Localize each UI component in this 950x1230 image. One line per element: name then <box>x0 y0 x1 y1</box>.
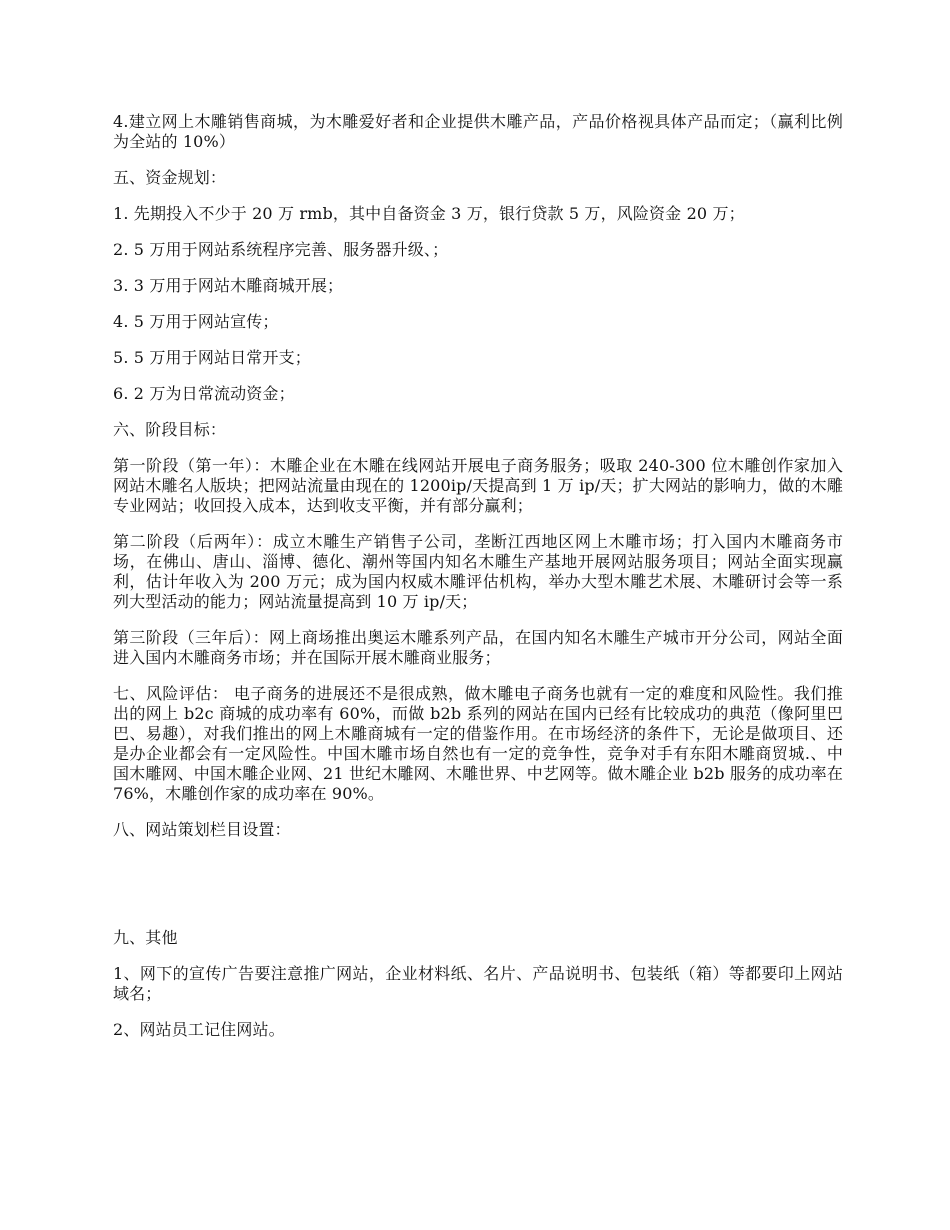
blank-space <box>113 856 843 928</box>
funding-item-4: 4. 5 万用于网站宣传； <box>113 312 279 331</box>
document-page <box>113 112 843 1056</box>
stage-three-paragraph: 第三阶段（三年后）：网上商场推出奥运木雕系列产品，在国内知名木雕生产城市开分公司，网站全面进入国内木雕商务市场；并在国际开展木雕商业服务； <box>113 628 843 667</box>
funding-item-5: 5. 5 万用于网站日常开支； <box>113 348 311 367</box>
risk-assessment-paragraph: 七、风险评估： 电子商务的进展还不是很成熟，做木雕电子商务也就有一定的难度和风险性。我们推出的网上 b2c 商城的成功率有 60%，而做 b2b 系列的网站在国内已经有比较成功的典范（像阿里巴巴、易趣），对我们推出的网上木雕商城有一定的借鉴作用。在市场经济的条件下，无论是做项目、还是办企业都会有一定风险性。中国木雕市场自然也有一定的竞争性，竞争对手有东阳木雕商贸城.、中国木雕网、中国木雕企业网、21 世纪木雕网、木雕世界、中艺网等。做木雕企业 b2b 服务的成功率在 76%，木雕创作家的成功率在 90%。 <box>113 684 843 803</box>
funding-item-3: 3. 3 万用于网站木雕商城开展； <box>113 276 344 295</box>
other-item-1: 1、网下的宣传广告要注意推广网站，企业材料纸、名片、产品说明书、包装纸（箱）等都要印上网站域名； <box>113 964 843 1003</box>
funding-item-1: 1. 先期投入不少于 20 万 rmb，其中自备资金 3 万，银行贷款 5 万，风险资金 20 万； <box>113 204 745 223</box>
funding-item-2: 2. 5 万用于网站系统程序完善、服务器升级、； <box>113 240 449 259</box>
other-item-2: 2、网站员工记住网站。 <box>113 1020 285 1039</box>
stage-one-paragraph: 第一阶段（第一年）：木雕企业在木雕在线网站开展电子商务服务；吸取 240-300 位木雕创作家加入网站木雕名人版块；把网站流量由现在的 1200ip/天提高到 1 万 ip/天；扩大网站的影响力，做的木雕专业网站；收回投入成本，达到收支平衡，并有部分赢利； <box>113 456 843 515</box>
funding-item-6: 6. 2 万为日常流动资金； <box>113 384 295 403</box>
heading-funding-plan: 五、资金规划： <box>113 168 227 187</box>
heading-stage-goals: 六、阶段目标： <box>113 420 227 439</box>
heading-site-sections: 八、网站策划栏目设置： <box>113 820 291 839</box>
stage-two-paragraph: 第二阶段（后两年）：成立木雕生产销售子公司，垄断江西地区网上木雕市场；打入国内木雕商务市场，在佛山、唐山、淄博、德化、潮州等国内知名木雕生产基地开展网站服务项目；网站全面实现赢利，估计年收入为 200 万元；成为国内权威木雕评估机构，举办大型木雕艺术展、木雕研讨会等一系列大型活动的能力；网站流量提高到 10 万 ip/天； <box>113 532 843 611</box>
heading-other: 九、其他 <box>113 928 178 947</box>
paragraph-online-store: 4.建立网上木雕销售商城，为木雕爱好者和企业提供木雕产品，产品价格视具体产品而定；（赢利比例为全站的 10%） <box>113 112 843 151</box>
